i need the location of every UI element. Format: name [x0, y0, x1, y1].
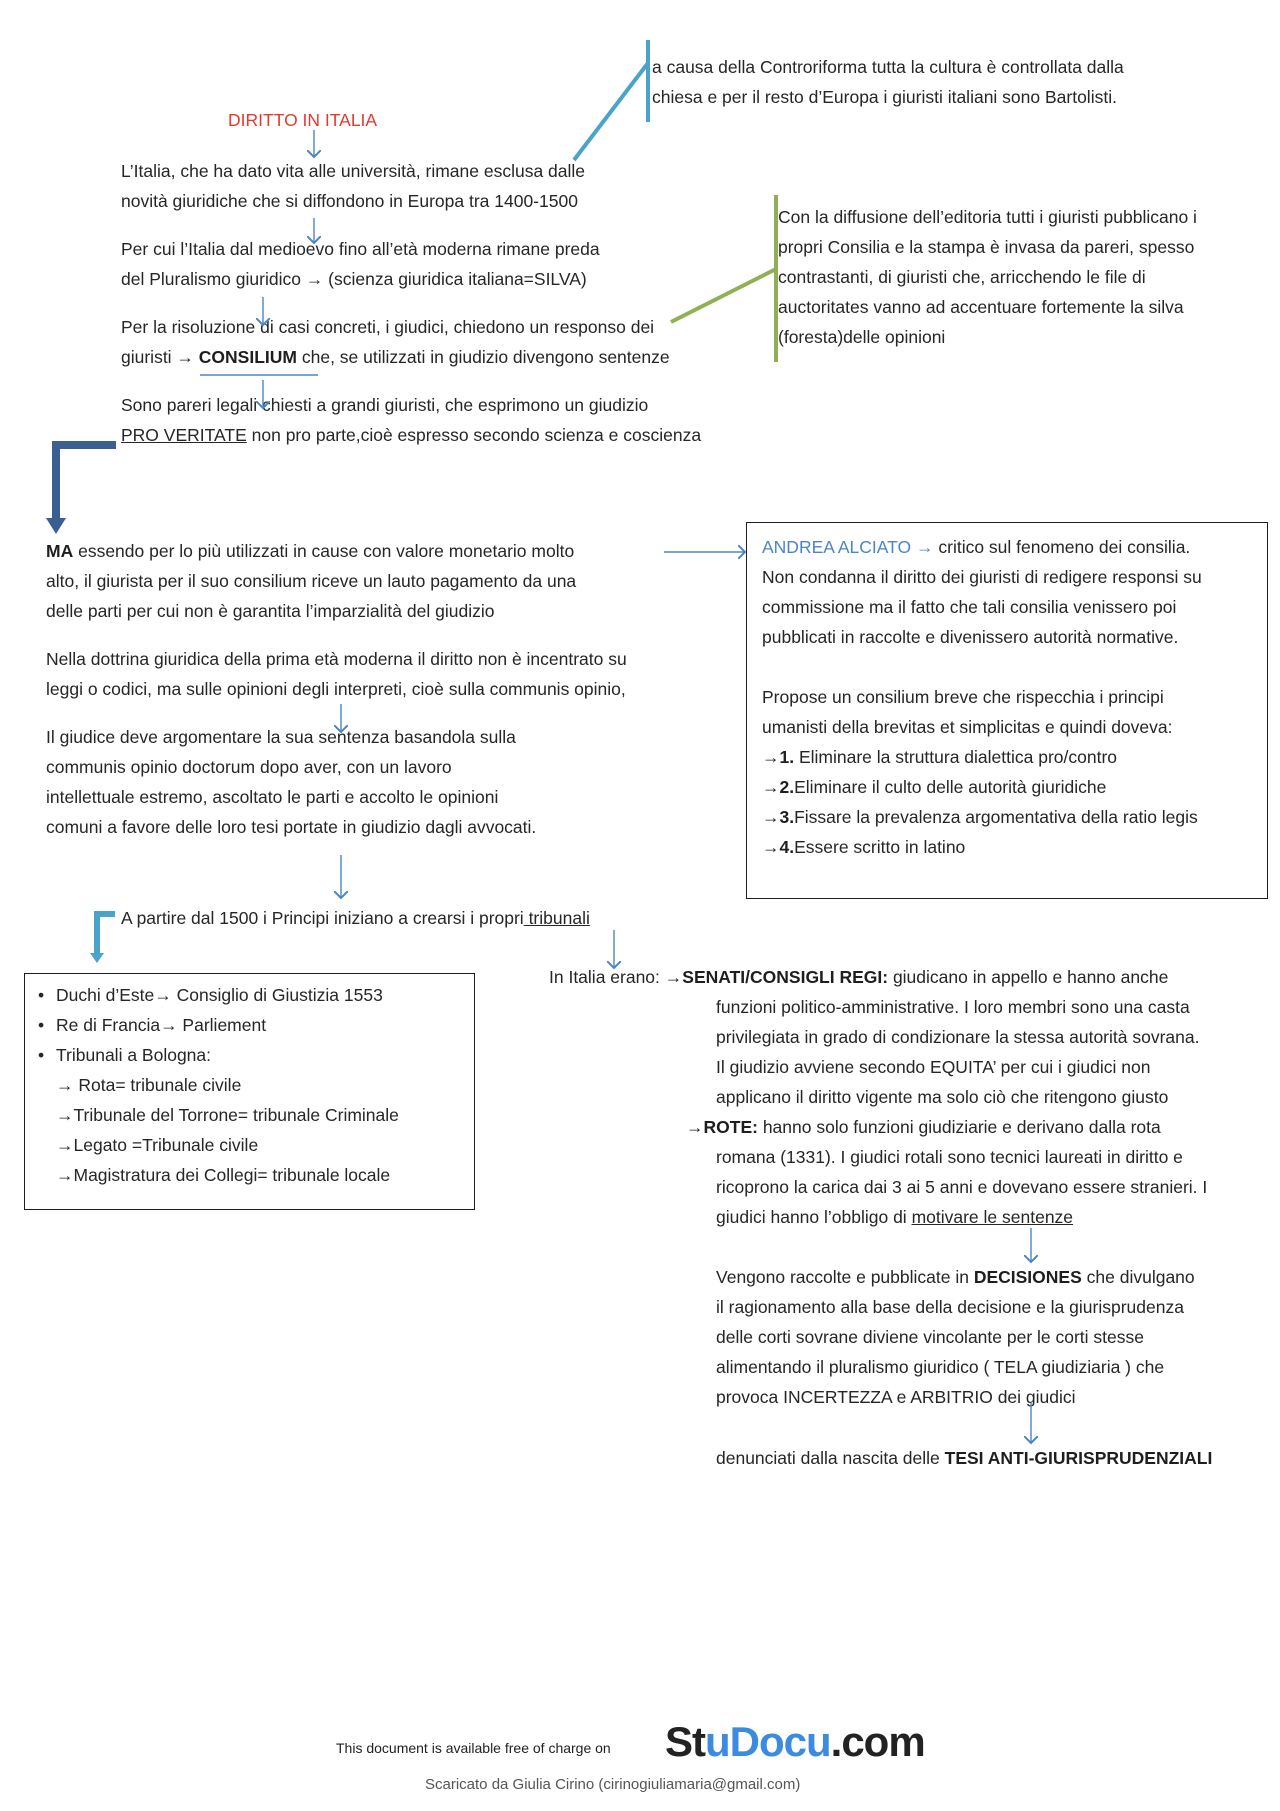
- senati-text: [716, 992, 1199, 1112]
- top-note-line: a causa della Controriforma tutta la cultura è controllata dalla: [652, 57, 1124, 77]
- sub-item: →Tribunale del Torrone= tribunale Criminale: [56, 1105, 399, 1125]
- text-span: essendo per lo più utilizzati in cause con valore monetario molto: [73, 541, 575, 561]
- alciato-line: pubblicati in raccolte e divenissero autorità normative.: [762, 627, 1179, 647]
- text-span: non pro parte,cioè espresso secondo scienza e coscienza: [246, 425, 702, 445]
- tesi-term: TESI ANTI-GIURISPRUDENZIALI: [944, 1448, 1213, 1468]
- text-span: critico sul fenomeno dei consilia.: [933, 537, 1191, 557]
- editoria-line: auctoritates vanno ad accentuare fortemente la silva: [778, 297, 1184, 317]
- intro-p4-line: Sono pareri legali chiesti a grandi giuristi, che esprimono un giudizio: [121, 395, 649, 415]
- list-item: • Re di Francia→ Parliement: [38, 1010, 399, 1040]
- alciato-line: Non condanna il diritto dei giuristi di redigere responsi su: [762, 567, 1202, 587]
- giudice-line: Il giudice deve argomentare la sua sentenza basandola sulla: [46, 727, 516, 747]
- decisiones-line: alimentando il pluralismo giuridico ( TELA giudiziaria ) che: [716, 1357, 1165, 1377]
- middle-section: [46, 536, 746, 842]
- ma-line: alto, il giurista per il suo consilium riceve un lauto pagamento da una: [46, 571, 577, 591]
- rote-term: →ROTE:: [686, 1117, 758, 1137]
- item-text: Essere scritto in latino: [794, 837, 966, 857]
- item-number: →3.: [762, 807, 795, 827]
- intro-p3-line: Per la risoluzione di casi concreti, i giudici, chiedono un responso dei: [121, 317, 655, 337]
- item-text: Eliminare la struttura dialettica pro/contro: [794, 747, 1118, 767]
- alciato-item: [762, 802, 1202, 832]
- alciato-item: [762, 772, 1202, 802]
- dottrina-line: leggi o codici, ma sulle opinioni degli interpreti, cioè sulla communis opinio,: [46, 679, 626, 699]
- item-text: Fissare la prevalenza argomentativa della ratio legis: [794, 807, 1198, 827]
- principi-line: [121, 903, 590, 933]
- top-note: [652, 52, 1124, 112]
- connector-line: [574, 63, 648, 160]
- editoria-line: Con la diffusione dell’editoria tutti i giuristi pubblicano i: [778, 207, 1197, 227]
- page-title: DIRITTO IN ITALIA: [228, 110, 378, 130]
- item-number: →4.: [762, 837, 795, 857]
- list-item: • Duchi d’Este→ Consiglio di Giustizia 1553: [38, 980, 399, 1010]
- motivare-term: motivare le sentenze: [911, 1207, 1074, 1227]
- decisiones-line: il ragionamento alla base della decisione e la giurisprudenza: [716, 1297, 1184, 1317]
- decisiones-line: [716, 1262, 1195, 1292]
- alciato-line: [762, 532, 1202, 562]
- sub-item: →Magistratura dei Collegi= tribunale locale: [56, 1165, 391, 1185]
- text-span: Vengono raccolte e pubblicate in: [716, 1267, 974, 1287]
- pro-veritate-term: PRO VERITATE: [121, 425, 247, 445]
- arrow-head-icon: [90, 953, 104, 963]
- sub-item: → Rota= tribunale civile: [56, 1075, 242, 1095]
- editoria-line: contrastanti, di giuristi che, arricchendo le file di: [778, 267, 1146, 287]
- footer-downloaded: Scaricato da Giulia Cirino (cirinogiuliamaria@gmail.com): [425, 1776, 801, 1793]
- item-number: →2.: [762, 777, 795, 797]
- elbow-arrow-icon: [97, 914, 115, 958]
- alciato-item: [762, 742, 1202, 772]
- tribunali-list: [38, 980, 399, 1190]
- alciato-proposal-line: Propose un consilium breve che rispecchia i principi: [762, 687, 1164, 707]
- editoria-line: (foresta)delle opinioni: [778, 327, 946, 347]
- decisiones-line: provoca INCERTEZZA e ARBITRIO dei giudici: [716, 1387, 1076, 1407]
- intro-p2-line: Per cui l’Italia dal medioevo fino all’età moderna rimane preda: [121, 239, 600, 259]
- rote-text: [716, 1142, 1207, 1232]
- text-span: che, se utilizzati in giudizio divengono sentenze: [301, 347, 670, 367]
- text-span: giudici hanno l’obbligo di: [716, 1207, 912, 1227]
- rote-line: romana (1331). I giudici rotali sono tecnici laureati in diritto e: [716, 1147, 1183, 1167]
- alciato-line: commissione ma il fatto che tali consilia venissero poi: [762, 597, 1177, 617]
- giudice-line: intellettuale estremo, ascoltato le parti e accolto le opinioni: [46, 787, 499, 807]
- studocu-logo[interactable]: [665, 1718, 925, 1766]
- logo-text: .com: [830, 1718, 925, 1765]
- sub-item: →Legato =Tribunale civile: [56, 1135, 259, 1155]
- item-text: Eliminare il culto delle autorità giuridiche: [794, 777, 1107, 797]
- intro-p3-line: [121, 342, 761, 372]
- denunciati-line: [716, 1443, 1212, 1473]
- text-span: hanno solo funzioni giudiziarie e derivano dalla rota: [757, 1117, 1161, 1137]
- intro-section: [121, 156, 761, 450]
- footer-available: This document is available free of charge on: [336, 1740, 611, 1756]
- intro-p1-line: novità giuridiche che si diffondono in Europa tra 1400-1500: [121, 191, 578, 211]
- senati-line: privilegiata in grado di condizionare la stessa autorità sovrana.: [716, 1027, 1200, 1047]
- text-span: A partire dal 1500 i Principi iniziano a crearsi i propri: [121, 908, 524, 928]
- rote-lead-line: [686, 1112, 1161, 1142]
- text-span: giuristi →: [121, 347, 199, 367]
- giudice-line: communis opinio doctorum dopo aver, con un lavoro: [46, 757, 452, 777]
- giudice-line: comuni a favore delle loro tesi portate in giudizio dagli avvocati.: [46, 817, 537, 837]
- text-span: giudicano in appello e hanno anche: [888, 967, 1169, 987]
- alciato-text: [762, 532, 1202, 862]
- ma-line: [46, 536, 746, 566]
- alciato-name: ANDREA ALCIATO →: [762, 537, 934, 557]
- ma-line: delle parti per cui non è garantita l’imparzialità del giudizio: [46, 601, 495, 621]
- decisiones-term: DECISIONES: [973, 1267, 1082, 1287]
- senati-term: SENATI/CONSIGLI REGI:: [682, 967, 889, 987]
- arrow-head-icon: [46, 518, 66, 534]
- decisiones-line: delle corti sovrane diviene vincolante per le corti stesse: [716, 1327, 1144, 1347]
- senati-line: applicano il diritto vigente ma solo ciò che ritengono giusto: [716, 1087, 1169, 1107]
- italia-lead-line: [549, 962, 1168, 992]
- intro-p2-line: del Pluralismo giuridico → (scienza giuridica italiana=SILVA): [121, 269, 587, 289]
- elbow-arrow-icon: [56, 445, 116, 525]
- tribunali-term: tribunali: [523, 908, 590, 928]
- senati-line: funzioni politico-amministrative. I loro membri sono una casta: [716, 997, 1190, 1017]
- list-item: • Tribunali a Bologna:: [38, 1040, 399, 1070]
- logo-text: StuDocu: [665, 1718, 831, 1765]
- text-span: denunciati dalla nascita delle: [716, 1448, 945, 1468]
- alciato-item: [762, 832, 1202, 862]
- text-span: che divulgano: [1081, 1267, 1195, 1287]
- editoria-note: [778, 202, 1197, 352]
- intro-p1-line: L’Italia, che ha dato vita alle università, rimane esclusa dalle: [121, 161, 586, 181]
- senati-line: Il giudizio avviene secondo EQUITA’ per cui i giudici non: [716, 1057, 1151, 1077]
- decisiones-text: [716, 1262, 1195, 1412]
- editoria-line: propri Consilia e la stampa è invasa da pareri, spesso: [778, 237, 1195, 257]
- text-span: In Italia erano: →: [549, 967, 683, 987]
- consilium-term: CONSILIUM: [198, 347, 302, 367]
- rote-line: ricoprono la carica dai 3 ai 5 anni e dovevano essere stranieri. I: [716, 1177, 1208, 1197]
- ma-term: MA: [46, 541, 74, 561]
- alciato-proposal-line: umanisti della brevitas et simplicitas e quindi doveva:: [762, 717, 1173, 737]
- item-number: →1.: [762, 747, 795, 767]
- intro-p4-line: [121, 420, 761, 450]
- rote-line: [716, 1202, 1207, 1232]
- dottrina-line: Nella dottrina giuridica della prima età moderna il diritto non è incentrato su: [46, 649, 627, 669]
- top-note-line: chiesa e per il resto d’Europa i giuristi italiani sono Bartolisti.: [652, 87, 1117, 107]
